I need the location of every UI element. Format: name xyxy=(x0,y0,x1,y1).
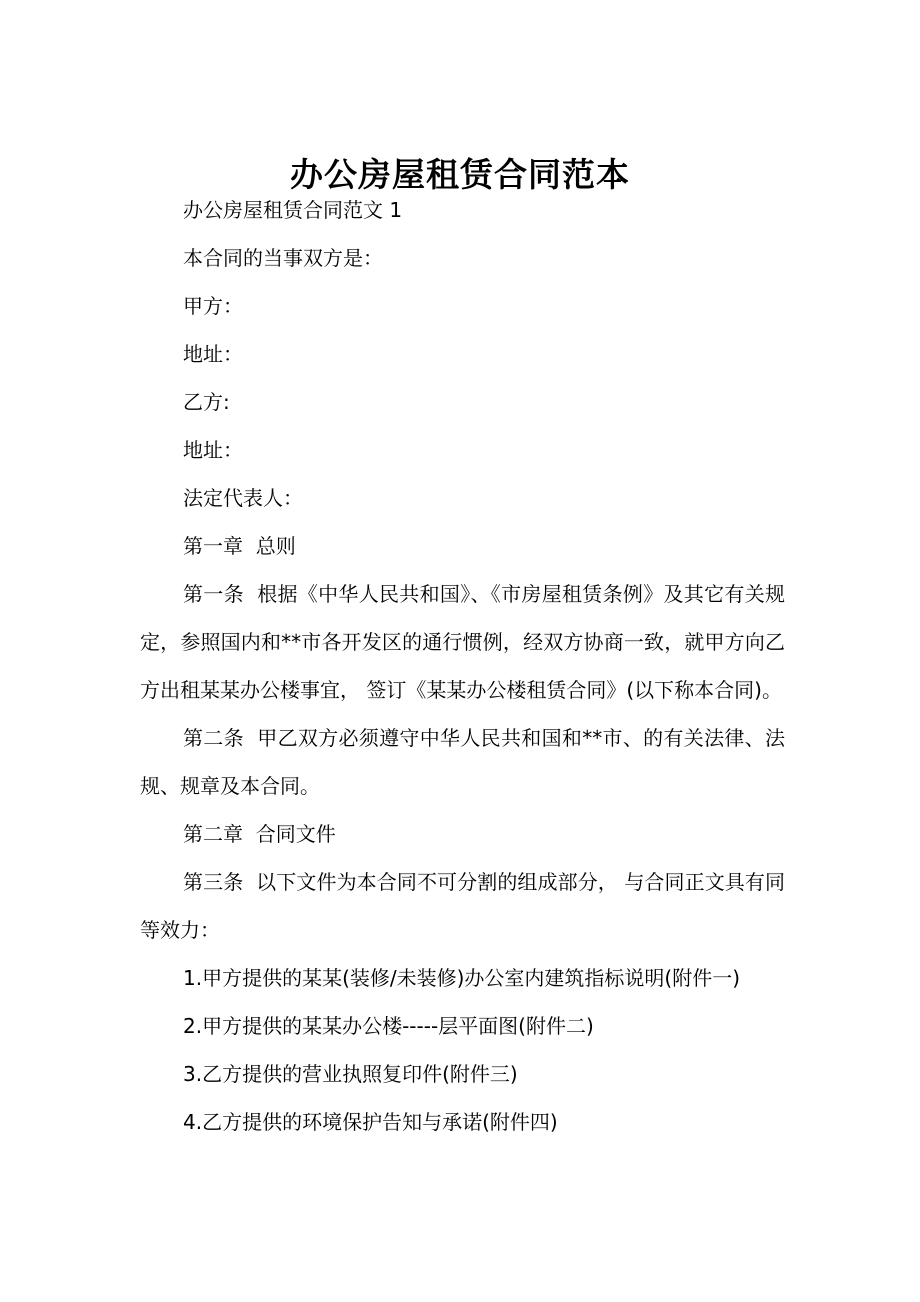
paragraph: 乙方: xyxy=(183,390,230,414)
paragraph: 甲方： xyxy=(183,294,243,318)
list-item: 2.甲方提供的某某办公楼-----层平面图(附件二) xyxy=(183,1014,594,1038)
chapter-heading: 第一章 总则 xyxy=(183,534,296,558)
paragraph: 地址： xyxy=(183,438,243,462)
paragraph: 法定代表人： xyxy=(183,486,303,510)
paragraph: 本合同的当事双方是： xyxy=(183,246,383,270)
document-body xyxy=(140,186,785,1146)
article: 第一条 根据《中华人民共和国》、《市房屋租赁条例》及其它有关规定，参照国内和**市各开发区的通行惯例，经双方协商一致，就甲方向乙方出租某某办公楼事宜， 签订《某某办公楼租赁合同》(以下称本合同)。 xyxy=(140,582,785,702)
article: 第三条 以下文件为本合同不可分割的组成部分， 与合同正文具有同等效力： xyxy=(140,870,785,942)
list-item: 4.乙方提供的环境保护告知与承诺(附件四) xyxy=(183,1110,558,1134)
paragraph: 地址： xyxy=(183,342,243,366)
paragraph: 办公房屋租赁合同范文 1 xyxy=(183,198,403,222)
list-item: 1.甲方提供的某某(装修/未装修)办公室内建筑指标说明(附件一) xyxy=(183,966,741,990)
article: 第二条 甲乙双方必须遵守中华人民共和国和**市、的有关法律、法规、规章及本合同。 xyxy=(140,726,785,798)
document-title: 办公房屋租赁合同范本 xyxy=(290,155,630,195)
list-item: 3.乙方提供的营业执照复印件(附件三) xyxy=(183,1062,518,1086)
chapter-heading: 第二章 合同文件 xyxy=(183,822,336,846)
